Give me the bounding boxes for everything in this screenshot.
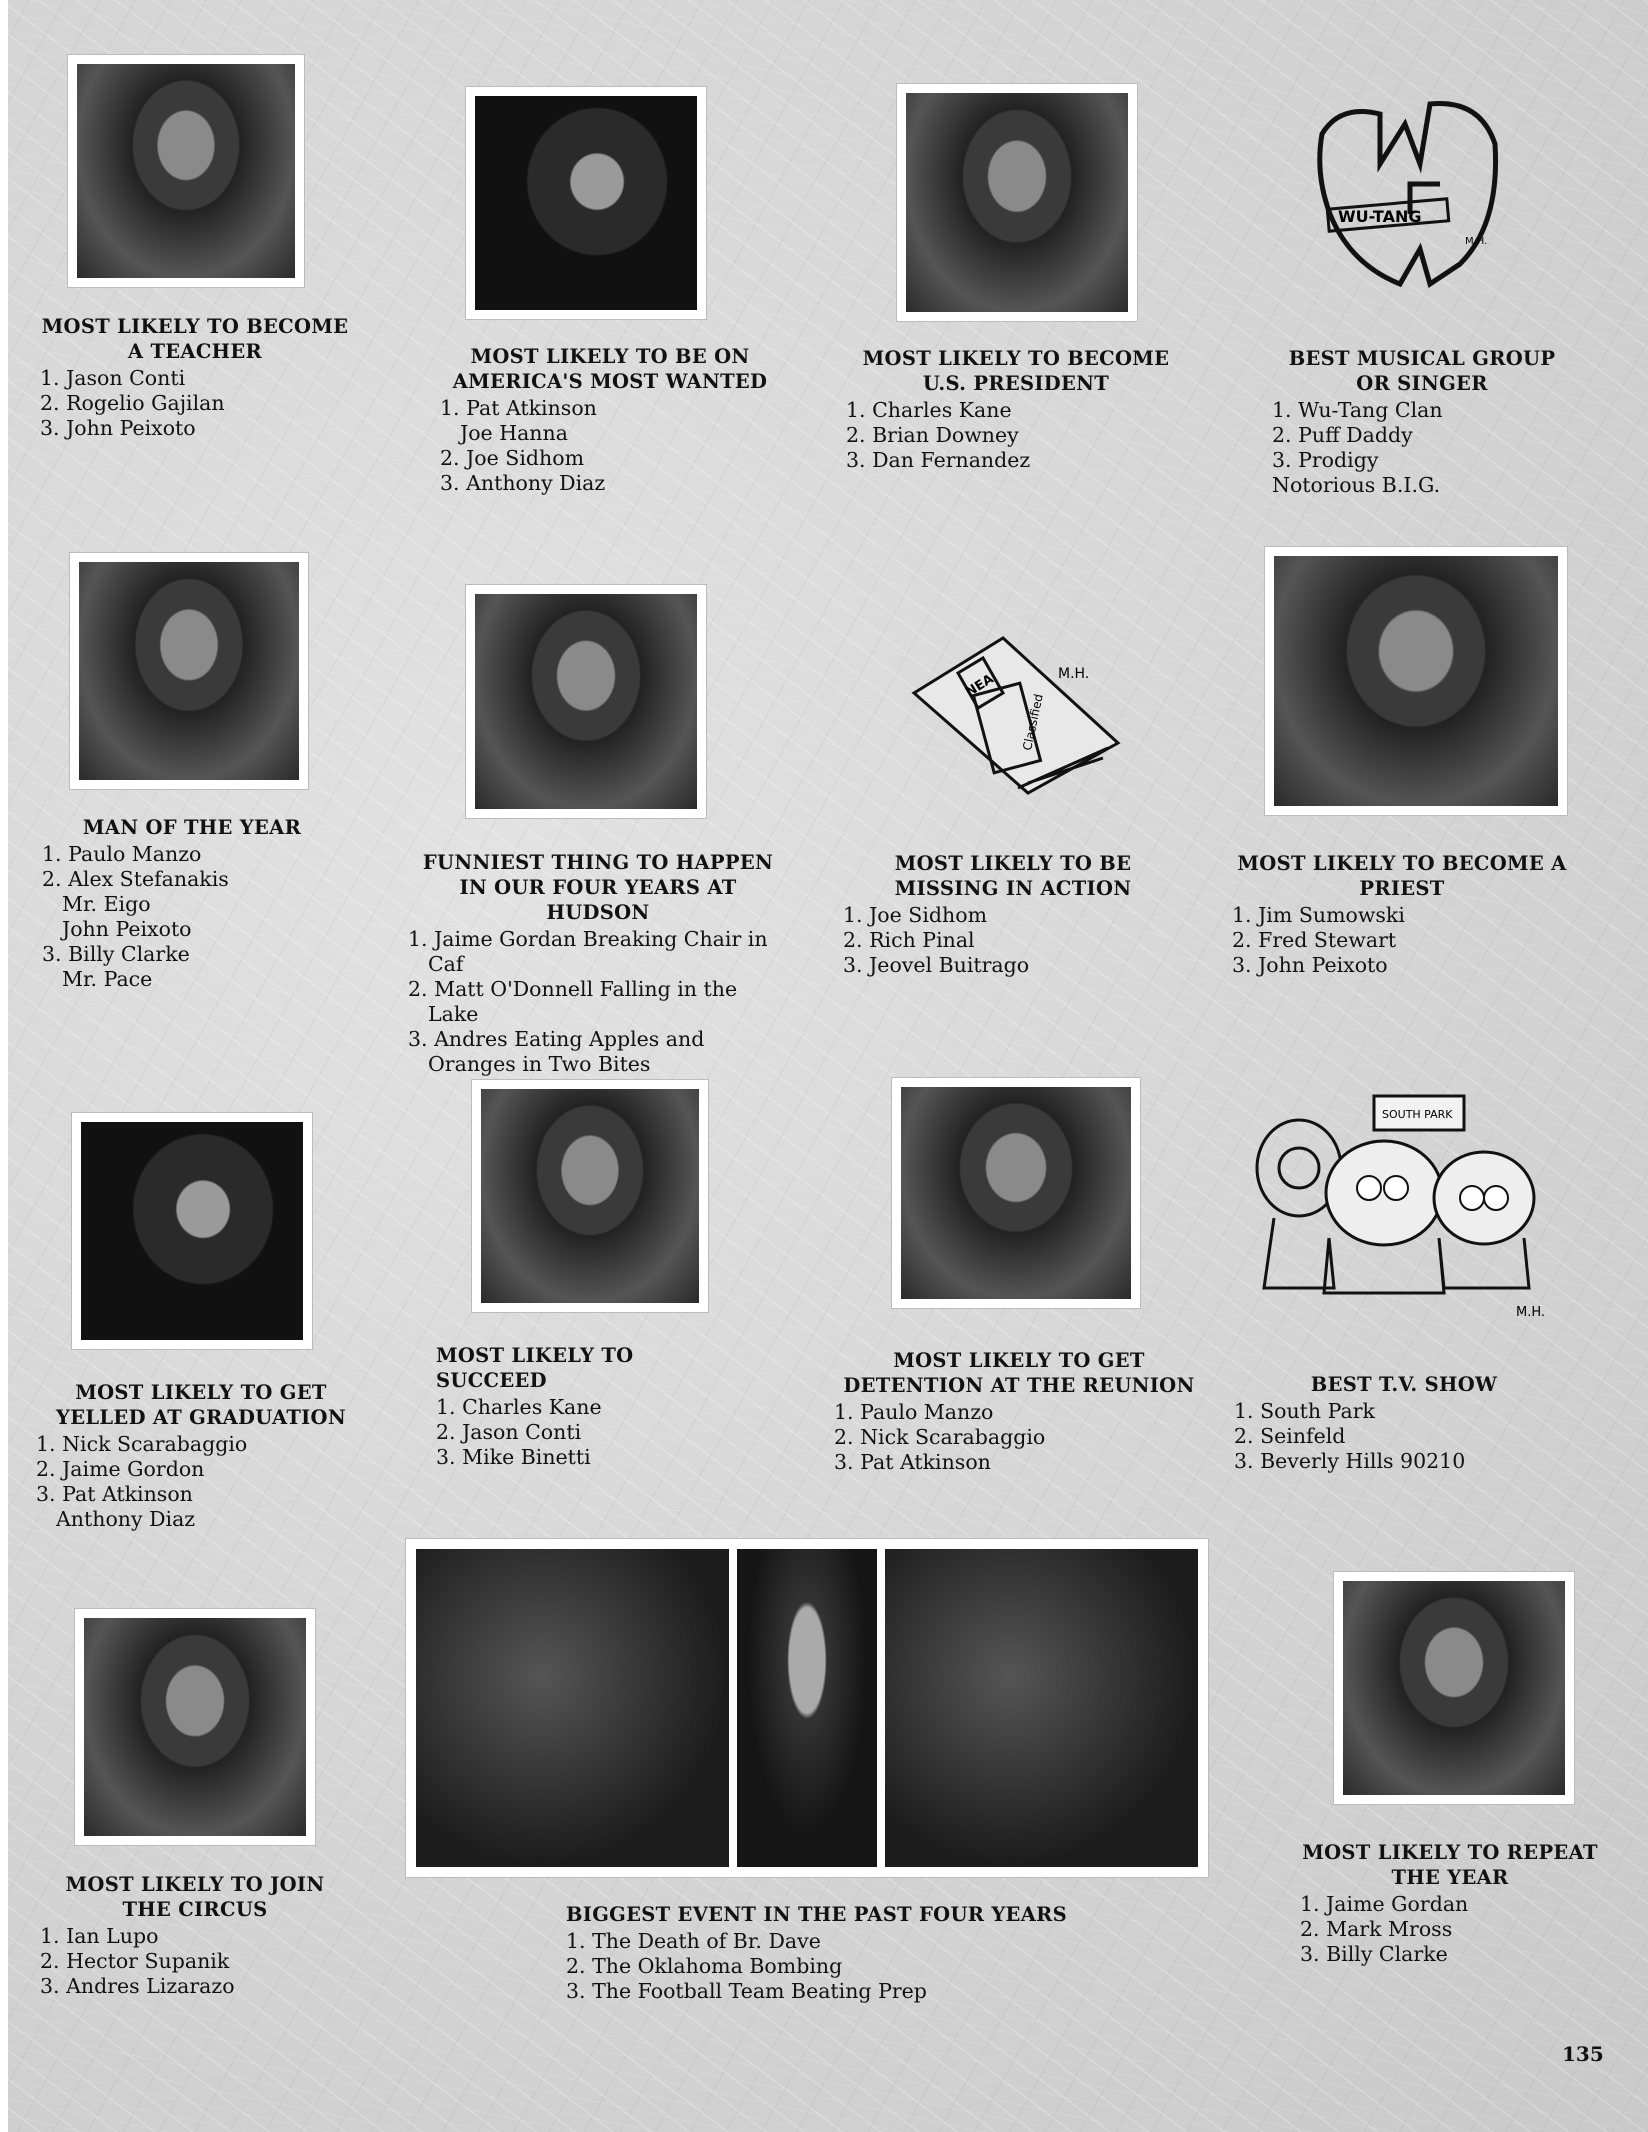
award-entry: 2. Mark Mross <box>1300 1917 1453 1941</box>
photo-most-wanted <box>466 87 706 319</box>
award-entry: 1. Jason Conti <box>40 366 186 390</box>
award-entry: 1. Paulo Manzo <box>834 1400 994 1424</box>
award-entry: Joe Hanna <box>460 421 568 445</box>
award-president <box>846 346 1186 473</box>
award-funniest <box>408 850 788 1077</box>
award-entry: Notorious B.I.G. <box>1272 473 1441 497</box>
award-entry: 1. South Park <box>1234 1399 1375 1423</box>
award-missing-in-action <box>843 851 1183 978</box>
south-park-drawing <box>1234 1088 1564 1326</box>
photo-succeed <box>472 1080 708 1312</box>
award-entry: Oranges in Two Bites <box>428 1052 651 1076</box>
award-entry: 1. Nick Scarabaggio <box>36 1432 248 1456</box>
award-entry: 2. Nick Scarabaggio <box>834 1425 1046 1449</box>
award-entry: 3. Anthony Diaz <box>440 471 606 495</box>
award-list <box>408 927 788 1077</box>
award-priest <box>1232 851 1572 978</box>
award-detention <box>834 1348 1204 1475</box>
award-list <box>36 1432 366 1532</box>
award-entry: 1. Charles Kane <box>436 1395 602 1419</box>
award-entry: Mr. Pace <box>62 967 153 991</box>
award-entry: John Peixoto <box>62 917 192 941</box>
award-list <box>843 903 1183 978</box>
award-title: MOST LIKELY TO BECOME A PRIEST <box>1237 852 1567 900</box>
award-entry: 3. Billy Clarke <box>1300 1942 1448 1966</box>
south-park-sign: SOUTH PARK <box>1382 1108 1453 1121</box>
award-list <box>1300 1892 1600 1967</box>
photo-yelled-at-graduation <box>72 1113 312 1349</box>
award-most-wanted <box>440 344 780 496</box>
award-entry: 3. Beverly Hills 90210 <box>1234 1449 1466 1473</box>
award-entry: 1. Pat Atkinson <box>440 396 597 420</box>
missing-papers-drawing <box>908 618 1128 798</box>
award-title: BEST T.V. SHOW <box>1310 1373 1498 1396</box>
award-title: BIGGEST EVENT IN THE PAST FOUR YEARS <box>566 1903 1068 1926</box>
photo-president <box>897 84 1137 321</box>
award-entry: 2. Rogelio Gajilan <box>40 391 225 415</box>
award-entry: 2. Joe Sidhom <box>440 446 585 470</box>
award-entry: 1. The Death of Br. Dave <box>566 1929 821 1953</box>
photo-detention <box>892 1078 1140 1308</box>
page-number: 135 <box>1562 2042 1604 2066</box>
award-list <box>1232 903 1572 978</box>
award-entry: Anthony Diaz <box>56 1507 196 1531</box>
award-entry: Mr. Eigo <box>62 892 151 916</box>
missing-classified-label: Classified <box>1020 692 1046 752</box>
award-entry: 2. Rich Pinal <box>843 928 975 952</box>
award-circus <box>40 1872 350 1999</box>
award-title: MOST LIKELY TO GET YELLED AT GRADUATION <box>56 1381 346 1429</box>
award-entry: 1. Jim Sumowski <box>1232 903 1405 927</box>
award-entry: 1. Wu-Tang Clan <box>1272 398 1443 422</box>
award-title: MOST LIKELY TO BECOME A TEACHER <box>41 315 349 363</box>
award-entry: 3. Andres Lizarazo <box>40 1974 235 1998</box>
award-entry: 2. Jaime Gordon <box>36 1457 205 1481</box>
page-left-edge <box>0 0 8 2132</box>
award-entry: 2. Brian Downey <box>846 423 1019 447</box>
award-title: FUNNIEST THING TO HAPPEN IN OUR FOUR YEARS AT HUDSON <box>422 851 774 924</box>
wu-tang-logo-drawing <box>1310 84 1510 320</box>
award-entry: 3. John Peixoto <box>40 416 196 440</box>
award-title: MOST LIKELY TO BE ON AMERICA'S MOST WANTED <box>452 345 768 393</box>
award-title: MOST LIKELY TO JOIN THE CIRCUS <box>65 1873 325 1921</box>
wu-tang-initials: M.H. <box>1465 236 1488 247</box>
award-entry: 2. Jason Conti <box>436 1420 582 1444</box>
award-entry: 2. Seinfeld <box>1234 1424 1346 1448</box>
award-list <box>834 1400 1204 1475</box>
award-entry: 1. Paulo Manzo <box>42 842 202 866</box>
award-repeat-year <box>1300 1840 1600 1967</box>
award-list <box>42 842 342 992</box>
south-park-initials: M.H. <box>1516 1305 1546 1320</box>
award-entry: 3. Dan Fernandez <box>846 448 1031 472</box>
award-entry: 2. Alex Stefanakis <box>42 867 229 891</box>
wu-tang-label: WU-TANG <box>1338 207 1422 226</box>
award-entry: 2. Fred Stewart <box>1232 928 1397 952</box>
award-list <box>1272 398 1572 498</box>
photo-priest <box>1265 547 1567 815</box>
award-teacher <box>40 314 350 441</box>
award-list <box>436 1395 736 1470</box>
photo-funniest <box>466 585 706 818</box>
award-entry: 1. Ian Lupo <box>40 1924 159 1948</box>
award-entry: 2. The Oklahoma Bombing <box>566 1954 843 1978</box>
award-list <box>40 1924 350 1999</box>
award-entry: 3. Jeovel Buitrago <box>843 953 1030 977</box>
award-biggest-event <box>566 1902 1086 2004</box>
award-title: MOST LIKELY TO BECOME U.S. PRESIDENT <box>862 347 1170 395</box>
award-entry: 3. John Peixoto <box>1232 953 1388 977</box>
award-entry: 3. The Football Team Beating Prep <box>566 1979 927 2003</box>
missing-initials: M.H. <box>1058 666 1090 682</box>
award-entry: 3. Pat Atkinson <box>834 1450 991 1474</box>
award-entry: Lake <box>428 1002 479 1026</box>
award-list <box>1234 1399 1574 1474</box>
award-entry: 1. Jaime Gordan <box>1300 1892 1469 1916</box>
award-entry: 1. Charles Kane <box>846 398 1012 422</box>
award-entry: Caf <box>428 952 464 976</box>
photo-repeat-year <box>1334 1572 1574 1804</box>
award-entry: 3. Mike Binetti <box>436 1445 591 1469</box>
award-list <box>566 1929 1086 2004</box>
award-list <box>440 396 780 496</box>
award-title: BEST MUSICAL GROUP OR SINGER <box>1288 347 1556 395</box>
award-list <box>846 398 1186 473</box>
award-succeed <box>436 1343 736 1470</box>
award-title: MOST LIKELY TO SUCCEED <box>436 1344 634 1392</box>
award-musical-group <box>1272 346 1572 498</box>
award-entry: 1. Joe Sidhom <box>843 903 988 927</box>
award-title: MOST LIKELY TO BE MISSING IN ACTION <box>894 852 1132 900</box>
award-title: MOST LIKELY TO REPEAT THE YEAR <box>1302 1841 1598 1889</box>
award-list <box>40 366 350 441</box>
award-entry: 3. Billy Clarke <box>42 942 190 966</box>
award-entry: 1. Jaime Gordan Breaking Chair in <box>408 927 768 951</box>
award-tv-show <box>1234 1372 1574 1474</box>
award-yelled-at-graduation <box>36 1380 366 1532</box>
award-entry: 2. Hector Supanik <box>40 1949 230 1973</box>
photo-biggest-event <box>406 1539 1208 1877</box>
photo-circus <box>75 1609 315 1845</box>
award-title: MAN OF THE YEAR <box>82 816 302 839</box>
award-entry: 2. Puff Daddy <box>1272 423 1413 447</box>
photo-man-of-year <box>70 553 308 789</box>
photo-teacher <box>68 55 304 287</box>
award-man-of-year <box>42 815 342 992</box>
award-entry: 3. Pat Atkinson <box>36 1482 193 1506</box>
award-entry: 3. Prodigy <box>1272 448 1379 472</box>
award-entry: 2. Matt O'Donnell Falling in the <box>408 977 738 1001</box>
award-entry: 3. Andres Eating Apples and <box>408 1027 705 1051</box>
award-title: MOST LIKELY TO GET DETENTION AT THE REUNION <box>843 1349 1195 1397</box>
missing-nea-label: NEA <box>963 671 997 701</box>
